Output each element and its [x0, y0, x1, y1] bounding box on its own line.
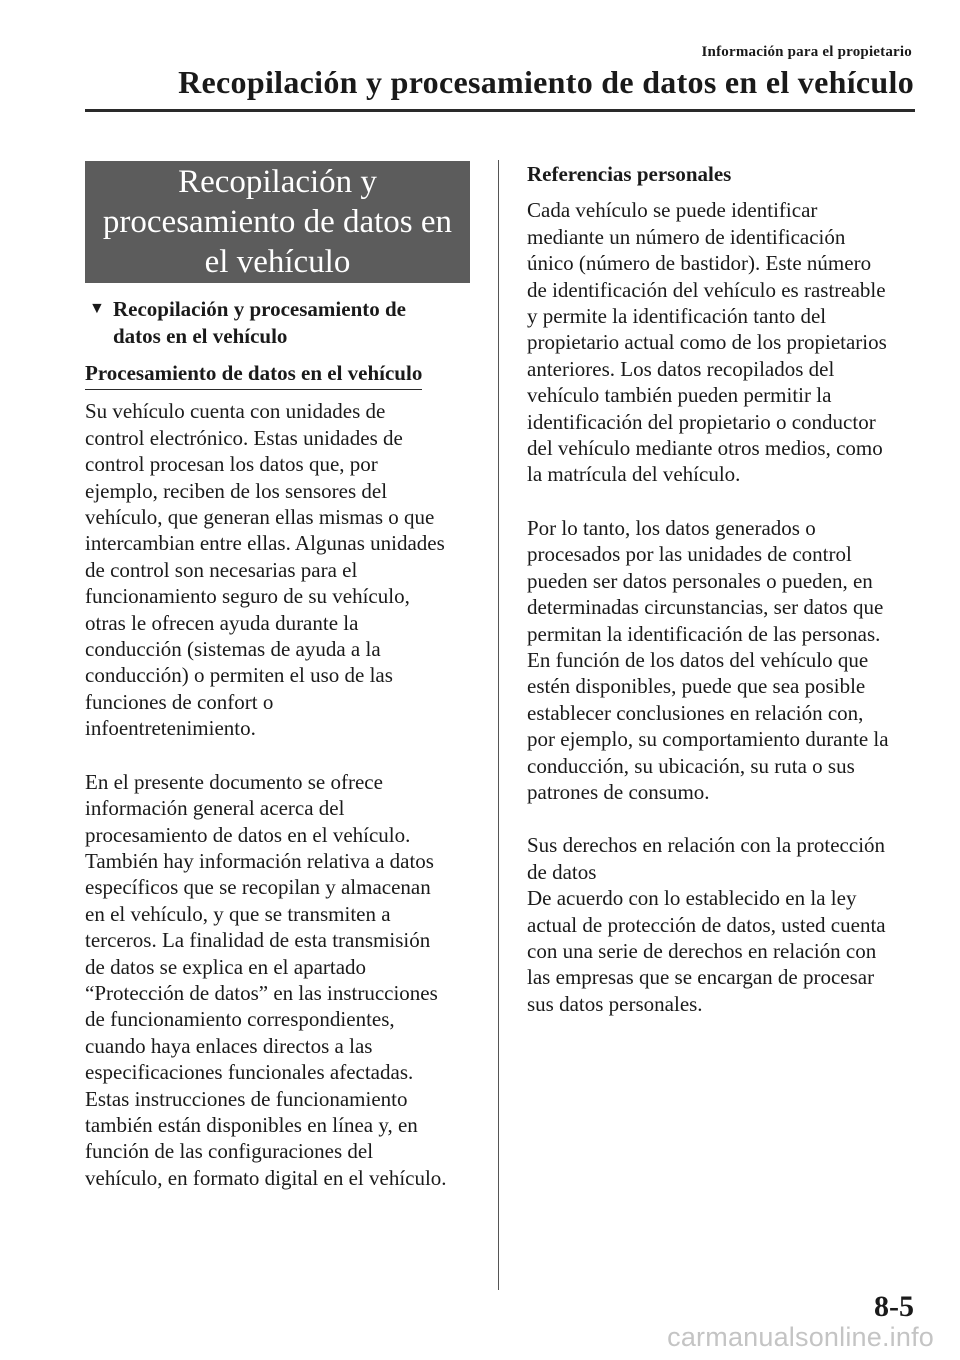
right-column [527, 161, 922, 1044]
banner-line-3: el vehículo [204, 244, 351, 280]
paragraph: Su vehículo cuenta con unidades de control electrónico. Estas unidades de control procesan los datos que, por ejemplo, reciben de los sensores del vehículo, que generan ellas mismas o que intercambian entre ellas. Algunas unidades de control son necesarias para el funcionamiento seguro de su vehículo, otras le ofrecen ayuda durante la conducción (sistemas de ayuda a la conducción) o permiten el uso de las funciones de confort o infoentretenimiento. [85, 399, 445, 741]
header-divider [85, 109, 915, 112]
section-title-banner [85, 161, 470, 283]
column-divider [498, 160, 499, 1290]
paragraph: Sus derechos en relación con la protección de datos De acuerdo con lo establecido en la ley actual de protección de datos, usted cuenta con una serie de derechos en relación con las empresas que se encargan de procesar sus datos personales. [527, 833, 886, 1016]
paragraph: En el presente documento se ofrece información general acerca del procesamiento de datos en el vehículo. También hay información relativa a datos específicos que se recopilan y almacenan en el vehículo, y que se transmiten a terceros. La finalidad de esta transmisión de datos se explica en el apartado “Protección de datos” en las instrucciones de funcionamiento correspondientes, cuando haya enlaces directos a las especificaciones funcionales afectadas. Estas instrucciones de funcionamiento también están disponibles en línea y, en función de las configuraciones del vehículo, en formato digital en el vehículo. [85, 769, 447, 1190]
left-column [85, 296, 475, 1218]
page-header-title: Recopilación y procesamiento de datos en el vehículo [178, 64, 914, 100]
personal-references-heading: Referencias personales [527, 162, 732, 186]
paragraph: Por lo tanto, los datos generados o procesados por las unidades de control pueden ser datos personales o pueden, en determinadas circunstancias, ser datos que permitan la identificación de las personas. En función de los datos del vehículo que estén disponibles, puede que sea posible establecer conclusiones en relación con, por ejemplo, su comportamiento durante la conducción, su ubicación, su ruta o sus patrones de consumo. [527, 515, 889, 804]
subsection-title-line-2: datos en el vehículo [113, 324, 288, 348]
banner-line-1: Recopilación y [178, 164, 377, 200]
banner-line-2: procesamiento de datos en [102, 204, 453, 240]
triangle-bullet-icon: ▼ [89, 300, 105, 317]
processing-heading: Procesamiento de datos en el vehículo [85, 360, 422, 390]
subsection-title-line-1: Recopilación y procesamiento de [113, 297, 406, 321]
chapter-label: Información para el propietario [701, 44, 912, 60]
subsection-title [85, 296, 475, 350]
paragraph: Cada vehículo se puede identificar mediante un número de identificación único (número de bastidor). Este número de identificación del vehículo es rastreable y permite la identificación tanto del propietario actual como de los propietarios anteriores. Los datos recopilados del vehículo también pueden permitir la identificación del propietario o conductor del vehículo mediante otros medios, como la matrícula del vehículo. [527, 198, 887, 487]
watermark: carmanualsonline.info [667, 1322, 934, 1352]
page-number: 8-5 [874, 1290, 914, 1323]
